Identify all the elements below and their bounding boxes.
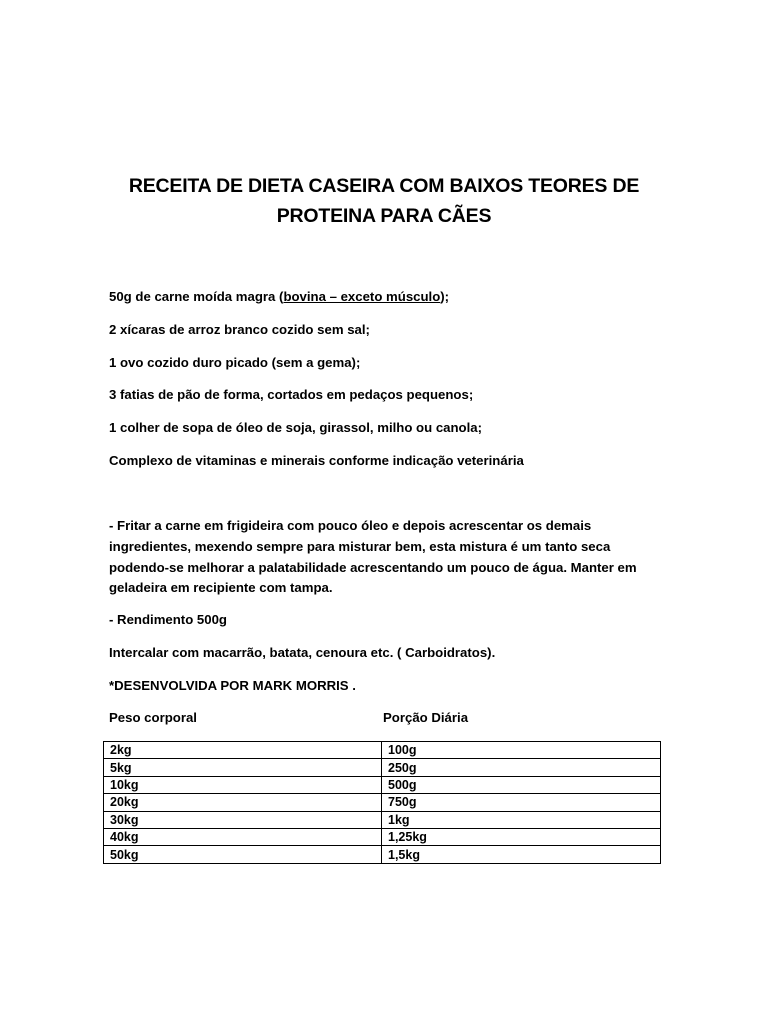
instructions-line-3: podendo-se melhorar a palatabilidade acrescentando um pouco de água. Manter em [109,559,637,575]
portion-cell: 500g [382,776,661,793]
portion-cell: 250g [382,759,661,776]
ingredient-item-6: Complexo de vitaminas e minerais conforme indicação veterinária [109,453,524,468]
table-row [104,776,661,793]
instructions-line-2: ingredientes, mexendo sempre para misturar bem, esta mistura é um tanto seca [109,538,611,554]
ingredient-item-1 [109,289,449,305]
ingredient-item-1-suffix: ); [440,289,450,304]
ingredient-item-1-underlined: bovina – exceto músculo [283,289,441,304]
instructions-line-1: - Fritar a carne em frigideira com pouco óleo e depois acrescentar os demais [109,518,592,533]
credit-text: *DESENVOLVIDA POR MARK MORRIS . [109,678,356,693]
weight-cell: 5kg [104,759,382,776]
ingredient-item-5: 1 colher de sopa de óleo de soja, girassol, milho ou canola; [109,420,483,435]
instructions-paragraph [109,516,669,599]
weight-cell: 10kg [104,776,382,793]
yield-text: - Rendimento 500g [109,612,227,627]
portion-cell: 1,25kg [382,828,661,845]
table-header-weight: Peso corporal [109,710,197,725]
table-row [104,742,661,759]
portion-cell: 1,5kg [382,846,661,863]
carbohydrate-note: Intercalar com macarrão, batata, cenoura etc. ( Carboidratos). [109,645,496,660]
table-header-portion: Porção Diária [383,710,469,725]
title-line-1: RECEITA DE DIETA CASEIRA COM BAIXOS TEORES DE [128,175,640,197]
table-row [104,846,661,863]
table-row [104,828,661,845]
table-row [104,794,661,811]
weight-cell: 50kg [104,846,382,863]
portion-table [103,741,661,864]
table-row [104,759,661,776]
weight-cell: 40kg [104,828,382,845]
portion-cell: 100g [382,742,661,759]
title-line-2: PROTEINA PARA CÃES [276,205,492,227]
ingredient-item-4: 3 fatias de pão de forma, cortados em pedaços pequenos; [109,387,474,402]
instructions-line-4: geladeira em recipiente com tampa. [109,580,333,596]
ingredient-item-2: 2 xícaras de arroz branco cozido sem sal; [109,322,370,337]
table-row [104,811,661,828]
portion-cell: 750g [382,794,661,811]
document-title [80,171,688,231]
ingredient-item-1-prefix: 50g de carne moída magra ( [109,289,284,304]
weight-cell: 30kg [104,811,382,828]
ingredient-item-3: 1 ovo cozido duro picado (sem a gema); [109,355,361,370]
weight-cell: 20kg [104,794,382,811]
portion-cell: 1kg [382,811,661,828]
weight-cell: 2kg [104,742,382,759]
